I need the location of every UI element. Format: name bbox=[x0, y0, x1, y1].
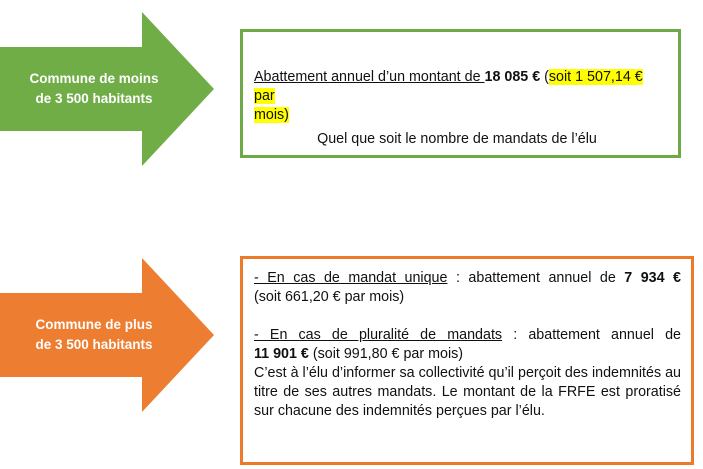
large-commune-content bbox=[254, 269, 681, 421]
monthly-amount-part2: mois) bbox=[254, 107, 289, 123]
green-arrow-line1: Commune de moins bbox=[29, 71, 159, 86]
small-commune-line2 bbox=[254, 106, 660, 125]
green-arrow bbox=[0, 12, 215, 166]
explanation-paragraph: C’est à l’élu d’informer sa collectivité qu’il perçoit des indemnités au titre de ses autres mandats. Le montant de la FRFE est proratisé sur chacune des indemnités perçues par l’élu. bbox=[254, 365, 681, 419]
large-commune-box bbox=[240, 256, 694, 465]
plural-mandate-text: : abattement annuel de bbox=[502, 327, 681, 343]
small-commune-content bbox=[254, 68, 660, 149]
monthly-amount-part1: soit 1 507,14 € par bbox=[254, 69, 643, 104]
plural-mandate-amount-line bbox=[254, 345, 681, 364]
single-mandate-paragraph bbox=[254, 269, 681, 288]
orange-arrow-label bbox=[14, 293, 174, 377]
plural-mandate-amount: 11 901 € bbox=[254, 346, 309, 362]
single-mandate-amount: 7 934 € bbox=[624, 270, 682, 286]
single-mandate-text: : abattement annuel de bbox=[447, 270, 625, 286]
open-paren: ( bbox=[540, 69, 549, 85]
orange-arrow-line2: de 3 500 habitants bbox=[35, 337, 153, 352]
single-mandate-label: - En cas de mandat unique bbox=[254, 270, 448, 286]
plural-mandate-monthly: (soit 991,80 € par mois) bbox=[308, 346, 464, 362]
orange-arrow bbox=[0, 258, 215, 412]
small-commune-line1 bbox=[254, 68, 660, 106]
green-arrow-label bbox=[14, 47, 174, 131]
plural-mandate-label: - En cas de pluralité de mandats bbox=[254, 327, 503, 343]
plural-mandate-paragraph bbox=[254, 326, 681, 345]
spacer bbox=[254, 307, 681, 326]
orange-arrow-line1: Commune de plus bbox=[35, 317, 153, 332]
small-commune-note: Quel que soit le nombre de mandats de l’élu bbox=[317, 131, 597, 147]
abatement-text: Abattement annuel d’un montant de bbox=[254, 69, 485, 85]
small-commune-box bbox=[240, 29, 681, 158]
abatement-amount: 18 085 € bbox=[484, 69, 541, 85]
single-mandate-monthly: (soit 661,20 € par mois) bbox=[254, 289, 405, 305]
green-arrow-line2: de 3 500 habitants bbox=[35, 91, 153, 106]
